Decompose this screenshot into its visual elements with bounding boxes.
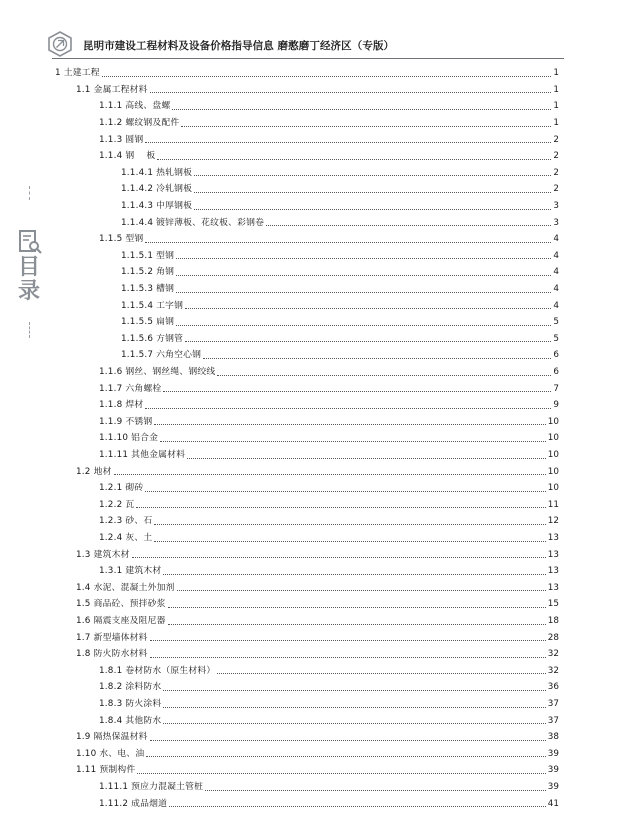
toc-entry-label: 1.1.1 高线、盘螺 [99,101,171,112]
toc-dot-leader [176,292,551,293]
toc-entry-label: 1.1.8 焊材 [99,400,144,411]
toc-entry-page: 13 [547,549,559,560]
header-divider [52,58,564,59]
toc-dot-leader [157,159,551,160]
toc-entry[interactable] [99,148,559,165]
toc-entry[interactable] [121,314,559,331]
toc-entry-label: 1.1.4.4 镀锌薄板、花纹板、彩钢卷 [121,217,265,228]
toc-dot-leader [217,673,545,674]
toc-entry-label: 1.1.5.1 型钢 [121,250,175,261]
toc-entry-page: 4 [553,250,559,261]
toc-entry-label: 1.1.5.5 扁钢 [121,317,175,328]
toc-dot-leader [168,607,546,608]
toc-entry-label: 1.7 新型墙体材料 [76,632,148,643]
toc-entry[interactable] [76,746,559,763]
toc-entry[interactable] [99,513,559,530]
toc-dot-leader [150,640,546,641]
toc-dot-leader [145,142,551,143]
toc-entry-label: 1.1.5.3 槽钢 [121,284,175,295]
toc-entry-label: 1.2.2 瓦 [99,499,135,510]
toc-entry-label: 1.9 隔热保温材料 [76,732,148,743]
toc-dot-leader [163,391,551,392]
toc-dot-leader [266,225,551,226]
toc-entry[interactable] [55,65,559,82]
toc-entry[interactable] [99,696,559,713]
toc-entry-page: 38 [547,732,559,743]
toc-dot-leader [163,707,545,708]
toc-entry-page: 10 [547,450,559,461]
toc-entry[interactable] [76,82,559,99]
toc-entry[interactable] [121,331,559,348]
sidebar-contents-label: 目录 [17,255,40,304]
toc-dot-leader [150,740,546,741]
toc-dot-leader [150,92,551,93]
toc-entry-label: 1.5 商品砼、预拌砂浆 [76,599,166,610]
toc-entry-page: 36 [547,682,559,693]
toc-entry-page: 32 [547,649,559,660]
toc-dot-leader [185,308,551,309]
toc-entry-page: 2 [553,151,559,162]
toc-dot-leader [145,242,551,243]
toc-entry-label: 1.6 隔震支座及阻尼器 [76,616,166,627]
toc-entry-label: 1.8.3 防火涂料 [99,699,162,710]
toc-dot-leader [217,375,551,376]
toc-dot-leader [176,325,551,326]
toc-entry[interactable] [99,430,559,447]
toc-entry-page: 1 [553,84,559,95]
toc-dot-leader [169,806,546,807]
toc-entry[interactable] [121,198,559,215]
toc-dot-leader [114,474,546,475]
toc-entry-page: 3 [553,217,559,228]
toc-entry-label: 1.2 地材 [76,466,112,477]
toc-entry[interactable] [121,165,559,182]
toc-entry[interactable] [76,546,559,563]
toc-dot-leader [194,209,551,210]
toc-entry-page: 10 [547,433,559,444]
toc-dot-leader [145,408,551,409]
toc-entry-label: 1.11 预制构件 [76,765,136,776]
toc-entry-page: 3 [553,201,559,212]
toc-entry-page: 1 [553,68,559,79]
toc-entry[interactable] [99,563,559,580]
toc-dot-leader [194,192,551,193]
toc-entry[interactable] [99,131,559,148]
toc-entry[interactable] [76,463,559,480]
toc-entry[interactable] [121,347,559,364]
toc-entry-page: 7 [553,383,559,394]
toc-entry-label: 1.1.2 螺纹钢及配件 [99,118,180,129]
toc-entry-page: 1 [553,118,559,129]
toc-entry[interactable] [99,231,559,248]
toc-entry-label: 1.8.1 卷材防水（原生材料） [99,665,216,676]
toc-dot-leader [177,590,546,591]
toc-entry-label: 1.4 水泥、混凝土外加剂 [76,582,175,593]
toc-entry-page: 41 [547,798,559,809]
toc-dot-leader [185,341,551,342]
toc-dot-leader [163,690,545,691]
toc-entry-page: 32 [547,665,559,676]
toc-entry-label: 1 土建工程 [55,68,100,79]
toc-dot-leader [136,507,545,508]
toc-entry-page: 37 [547,715,559,726]
sidebar-divider-top [29,186,31,200]
toc-entry[interactable] [121,264,559,281]
toc-dot-leader [176,258,551,259]
toc-dot-leader [154,541,545,542]
header-title: 昆明市建设工程材料及设备价格指导信息 磨憨磨丁经济区（专版） [83,40,395,52]
toc-entry-label: 1.1.5.7 六角空心钢 [121,350,202,361]
toc-entry[interactable] [99,663,559,680]
toc-dot-leader [137,773,545,774]
toc-entry[interactable] [76,629,559,646]
toc-entry-label: 1.3.1 建筑木材 [99,566,162,577]
toc-entry-label: 1.11.2 成品烟道 [99,798,168,809]
toc-entry-label: 1.1 金属工程材料 [76,84,148,95]
toc-entry-page: 13 [547,582,559,593]
toc-entry-label: 1.1.11 其他金属材料 [99,450,186,461]
compass-logo-icon [47,31,73,57]
document-search-icon [16,228,44,256]
toc-entry-page: 28 [547,632,559,643]
toc-entry-page: 5 [553,333,559,344]
toc-entry-page: 39 [547,748,559,759]
toc-entry-label: 1.8.2 涂料防水 [99,682,162,693]
toc-entry[interactable] [99,115,559,132]
toc-entry[interactable] [76,613,559,630]
toc-entry[interactable] [121,248,559,265]
toc-entry-label: 1.1.10 铝合金 [99,433,159,444]
toc-entry[interactable] [76,596,559,613]
toc-entry-page: 2 [553,184,559,195]
toc-entry[interactable] [99,364,559,381]
toc-dot-leader [154,424,545,425]
toc-entry-page: 5 [553,317,559,328]
toc-entry-page: 9 [553,400,559,411]
toc-entry[interactable] [121,181,559,198]
toc-dot-leader [172,109,551,110]
toc-dot-leader [102,76,551,77]
toc-dot-leader [187,458,546,459]
toc-entry[interactable] [99,380,559,397]
toc-entry-label: 1.1.9 不锈钢 [99,416,153,427]
toc-entry-page: 2 [553,134,559,145]
toc-dot-leader [145,491,545,492]
toc-entry-label: 1.3 建筑木材 [76,549,130,560]
toc-entry-label: 1.1.6 钢丝、钢丝绳、钢绞线 [99,367,216,378]
toc-entry-label: 1.8 防火防水材料 [76,649,148,660]
toc-entry[interactable] [76,762,559,779]
toc-entry[interactable] [99,447,559,464]
toc-entry-page: 4 [553,300,559,311]
toc-dot-leader [181,126,551,127]
toc-entry-page: 39 [547,765,559,776]
toc-dot-leader [203,358,551,359]
toc-entry-page: 4 [553,284,559,295]
toc-entry-page: 6 [553,367,559,378]
toc-entry[interactable] [76,580,559,597]
toc-entry[interactable] [99,779,559,796]
toc-entry-label: 1.1.7 六角螺栓 [99,383,162,394]
toc-dot-leader [194,175,551,176]
toc-entry-page: 6 [553,350,559,361]
toc-entry-label: 1.11.1 预应力混凝土管桩 [99,782,204,793]
toc-entry-label: 1.1.4.3 中厚钢板 [121,201,193,212]
toc-dot-leader [150,657,546,658]
toc-entry-label: 1.1.5.4 工字钢 [121,300,184,311]
toc-entry-page: 13 [547,533,559,544]
toc-entry[interactable] [99,98,559,115]
toc-entry-label: 1.2.4 灰、土 [99,533,153,544]
toc-entry-page: 4 [553,267,559,278]
toc-dot-leader [205,790,546,791]
toc-entry-page: 1 [553,101,559,112]
toc-entry-page: 4 [553,234,559,245]
toc-dot-leader [132,557,546,558]
toc-entry[interactable] [99,397,559,414]
toc-dot-leader [176,275,551,276]
toc-dot-leader [146,756,545,757]
toc-entry-page: 10 [547,466,559,477]
toc-entry[interactable] [121,214,559,231]
toc-entry-label: 1.1.4.1 热轧钢板 [121,167,193,178]
toc-entry[interactable] [99,795,559,812]
toc-entry-label: 1.1.3 圆钢 [99,134,144,145]
toc-entry-label: 1.1.5.6 方钢管 [121,333,184,344]
toc-entry-label: 1.1.4.2 冷轧钢板 [121,184,193,195]
toc-entry[interactable] [99,712,559,729]
toc-entry[interactable] [99,530,559,547]
toc-entry-page: 11 [547,499,559,510]
toc-entry-page: 10 [547,416,559,427]
toc-entry[interactable] [76,646,559,663]
toc-entry-page: 39 [547,782,559,793]
toc-dot-leader [163,574,545,575]
page-header [40,27,580,61]
toc-dot-leader [160,441,546,442]
toc-entry[interactable] [121,297,559,314]
toc-entry-page: 18 [547,616,559,627]
sidebar-divider-bottom [29,322,31,338]
toc-dot-leader [154,524,545,525]
toc-entry-label: 1.2.1 砌砖 [99,483,144,494]
toc-entry-label: 1.2.3 砂、石 [99,516,153,527]
toc-entry[interactable] [99,414,559,431]
toc-entry-page: 10 [547,483,559,494]
toc-entry-label: 1.8.4 其他防水 [99,715,162,726]
toc-entry-label: 1.1.5.2 角钢 [121,267,175,278]
toc-dot-leader [163,723,545,724]
toc-entry-page: 12 [547,516,559,527]
toc-entry-page: 15 [547,599,559,610]
toc-entry[interactable] [76,729,559,746]
toc-entry-page: 2 [553,167,559,178]
toc-entry[interactable] [121,281,559,298]
toc-entry-label: 1.1.5 型钢 [99,234,144,245]
toc-dot-leader [168,624,546,625]
toc-entry-label: 1.1.4 钢 板 [99,151,156,162]
toc-entry[interactable] [99,480,559,497]
toc-entry[interactable] [99,497,559,514]
toc-entry-page: 13 [547,566,559,577]
toc-entry[interactable] [99,679,559,696]
toc-entry-label: 1.10 水、电、油 [76,748,145,759]
toc-entry-page: 37 [547,699,559,710]
